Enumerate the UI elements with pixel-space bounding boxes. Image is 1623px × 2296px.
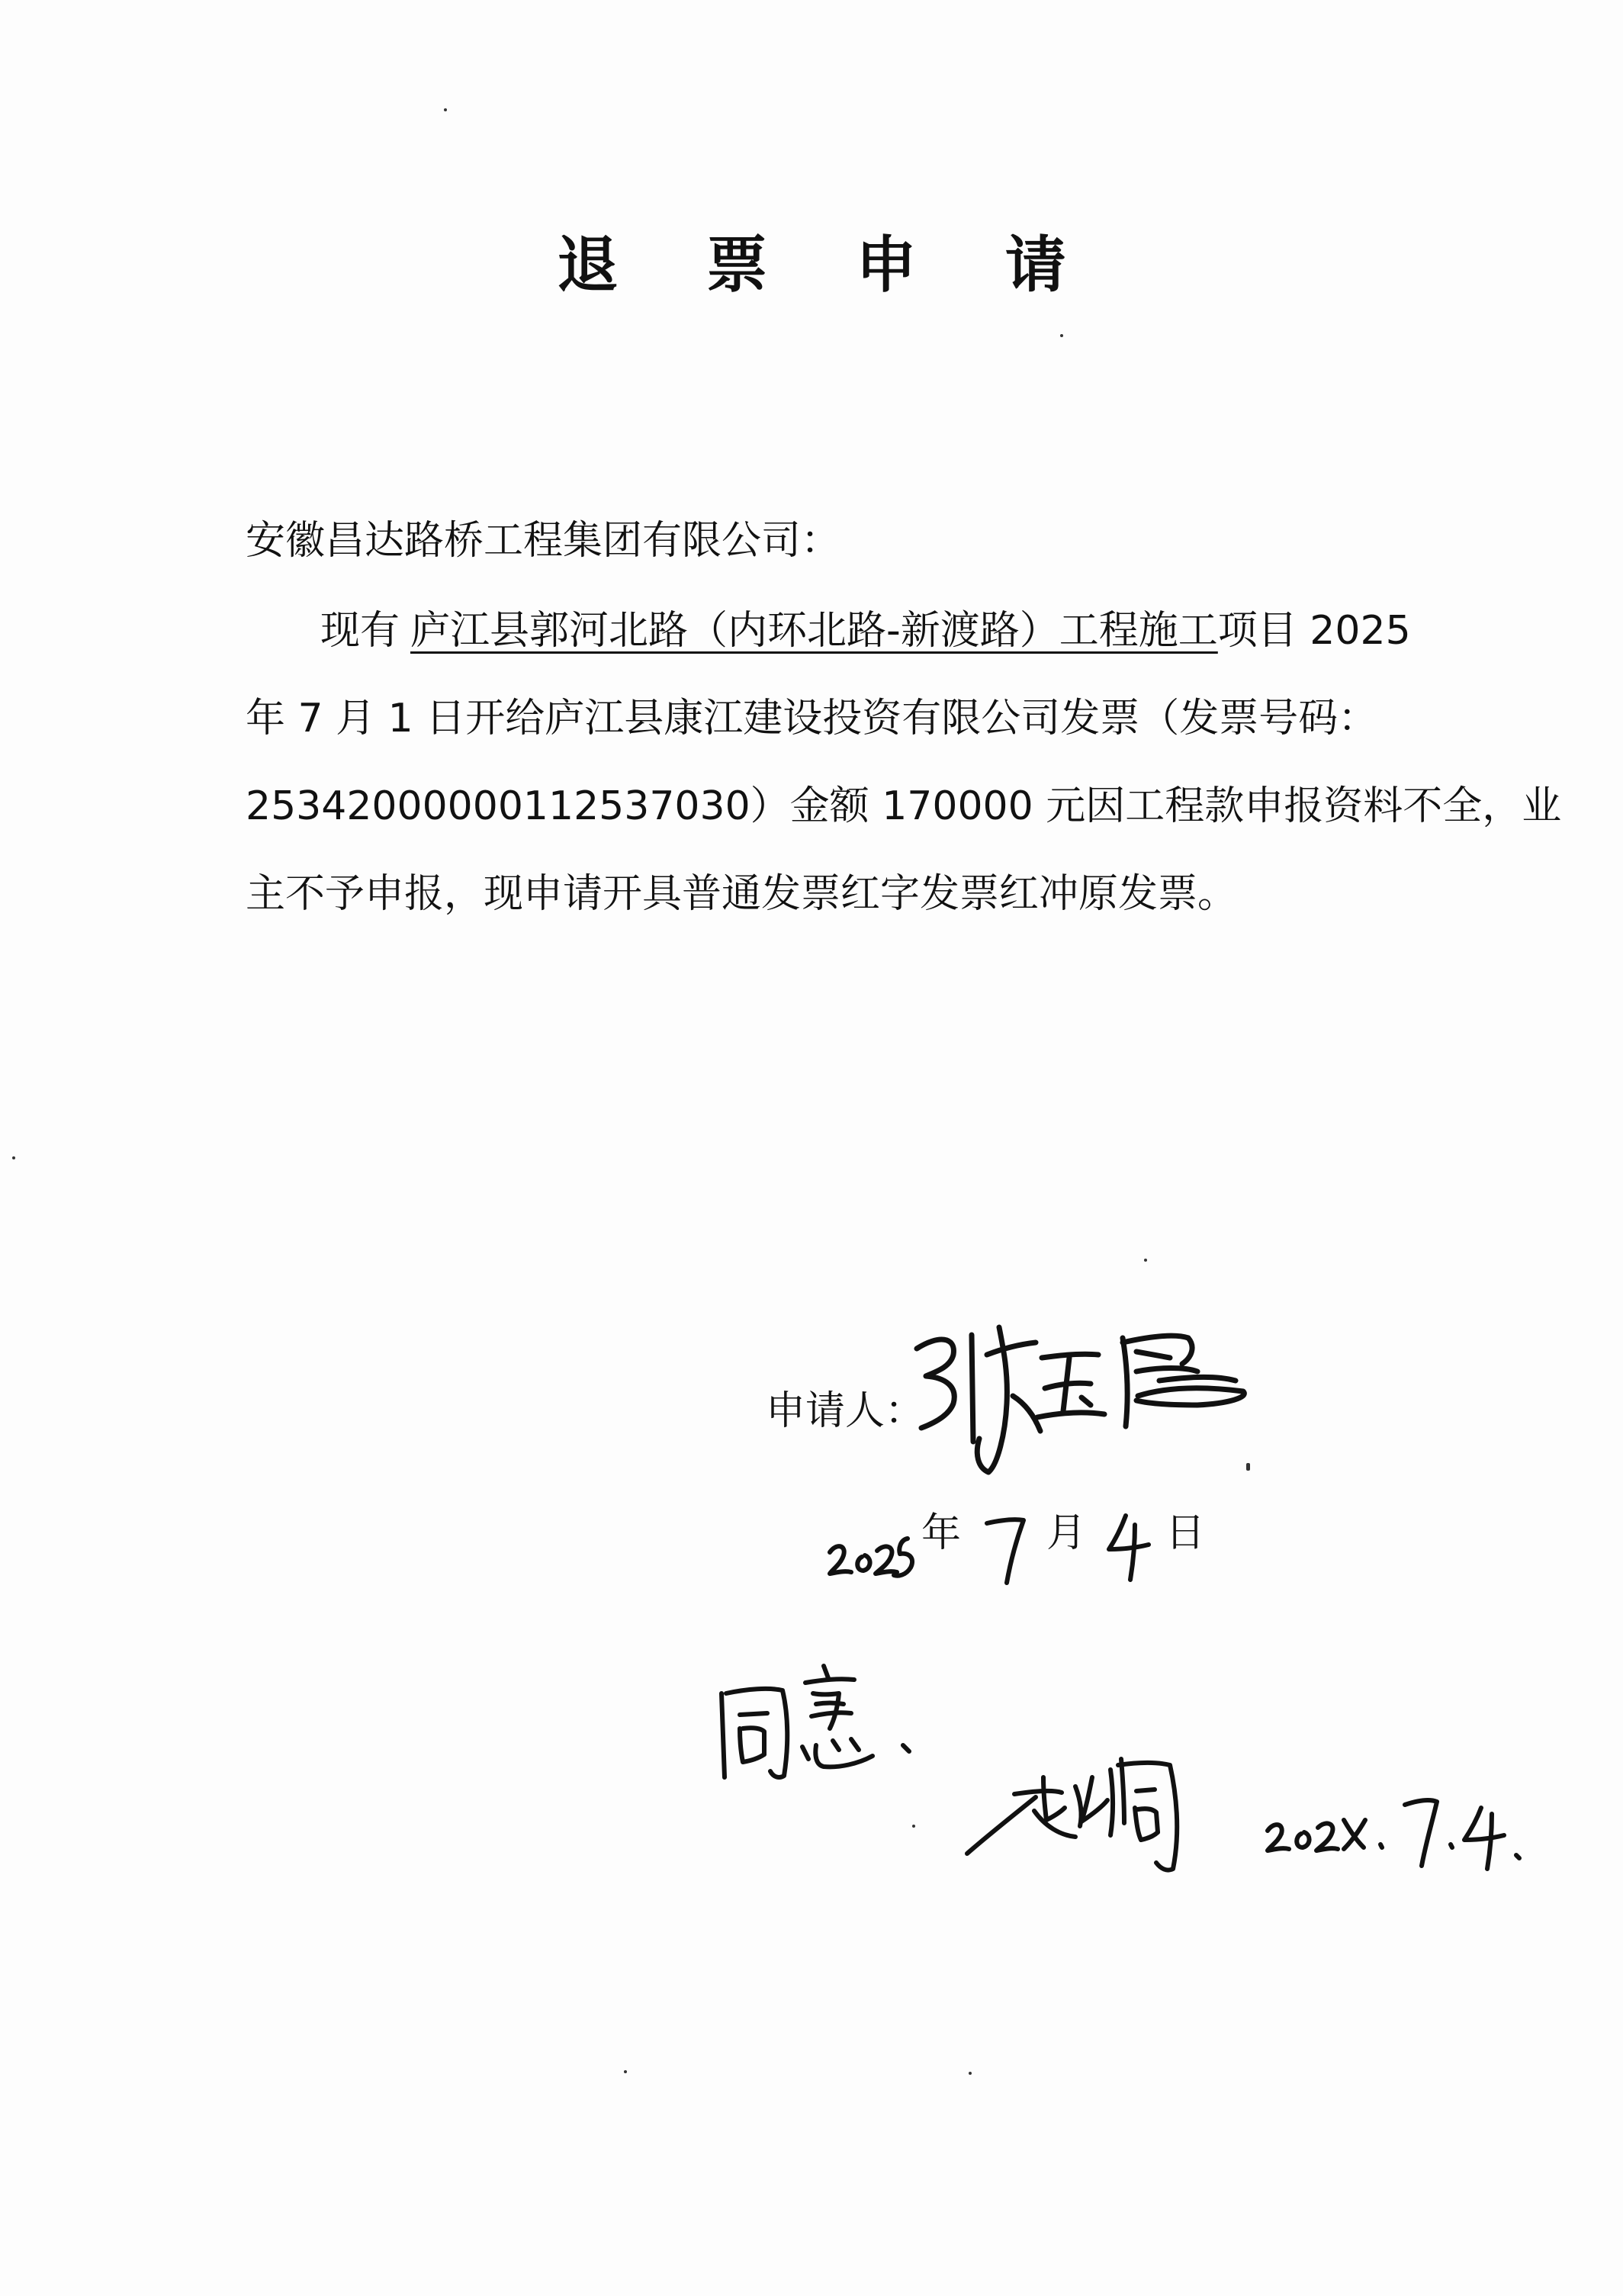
- scan-speck: [1246, 1463, 1250, 1471]
- scan-speck: [444, 108, 447, 111]
- scan-speck: [1060, 334, 1063, 337]
- date-year-handwritten: [825, 1522, 917, 1590]
- scan-speck: [1144, 1259, 1147, 1262]
- approver-signature: [961, 1747, 1236, 1899]
- body-line-2: 年 7 月 1 日开给庐江县康江建设投资有限公司发票（发票号码：: [246, 696, 1378, 741]
- date-day-handwritten: [1103, 1510, 1156, 1586]
- date-day-char: 日: [1165, 1510, 1206, 1556]
- approval-remark-handwritten: [709, 1655, 938, 1793]
- body-line-1: [320, 604, 1411, 658]
- body-line-1-prefix: 现有: [320, 608, 400, 654]
- addressee: 安徽昌达路桥工程集团有限公司：: [246, 518, 841, 564]
- scan-speck: [912, 1825, 915, 1828]
- scan-speck: [12, 1156, 15, 1159]
- applicant-signature: [908, 1281, 1258, 1480]
- scan-speck: [624, 2070, 627, 2073]
- project-name: 庐江县郭河北路（内环北路-新渡路）工程施工: [410, 608, 1218, 654]
- approval-date-handwritten: [1263, 1774, 1538, 1881]
- applicant-label: 申请人：: [766, 1388, 925, 1434]
- body-line-4: 主不予申报，现申请开具普通发票红字发票红冲原发票。: [246, 871, 1238, 917]
- scan-speck: [969, 2072, 972, 2075]
- application-date: [0, 1499, 1623, 1606]
- body-line-1-suffix: 项目 2025: [1217, 608, 1411, 654]
- date-month-handwritten: [981, 1507, 1034, 1590]
- date-month-char: 月: [1046, 1510, 1087, 1556]
- date-year-char: 年: [921, 1510, 962, 1556]
- document-title: 退 票 申 请: [557, 229, 1100, 301]
- body-line-3: 25342000000112537030）金额 170000 元因工程款申报资料不全，业: [246, 783, 1562, 829]
